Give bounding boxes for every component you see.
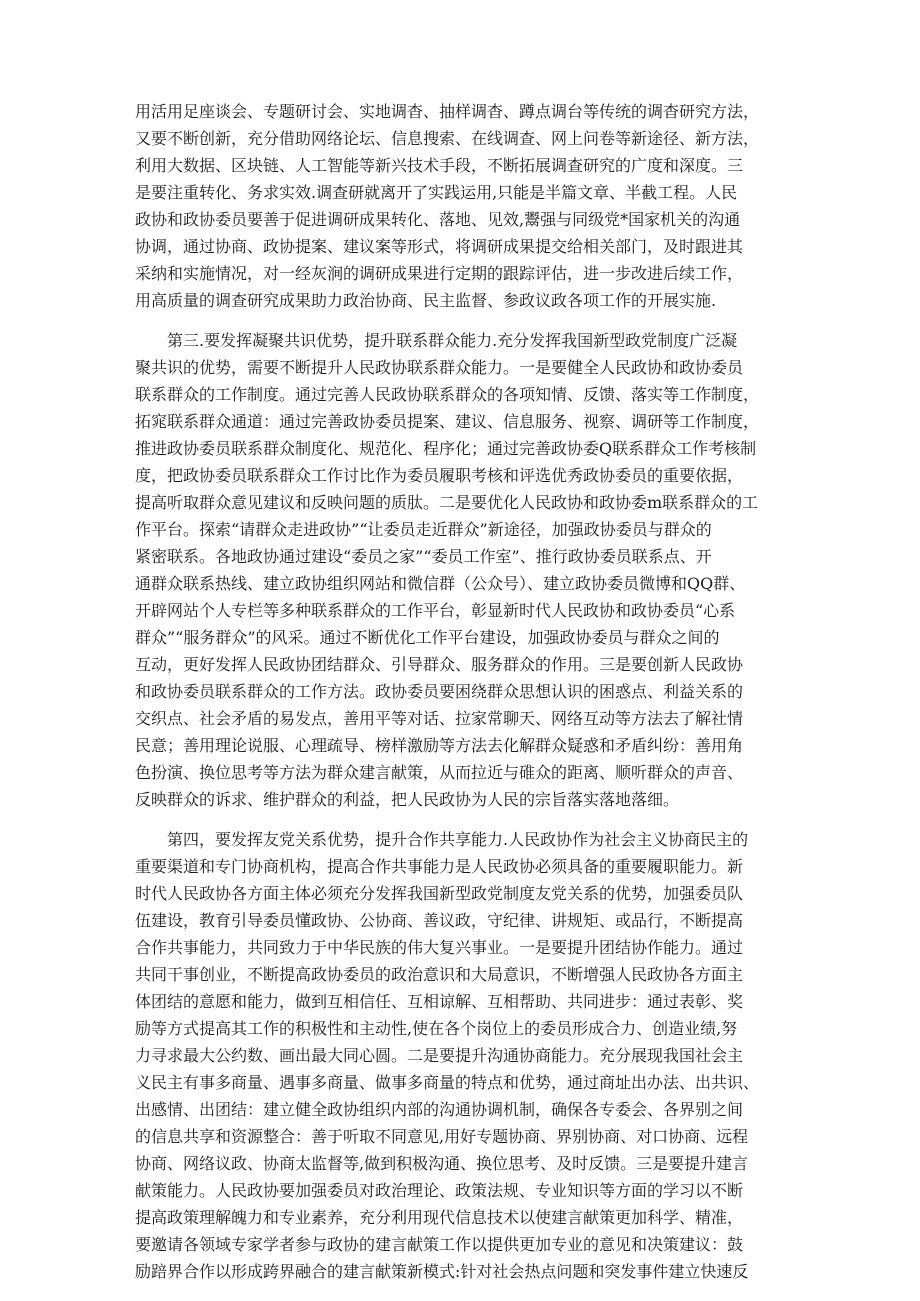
- text-line: 出感情、出团结：建立健全政协组织内部的沟通协调机制，确保各专委会、各界别之间: [135, 1100, 744, 1119]
- text-line: 协调，通过协商、政协提案、建议案等形式，将调研成果提交给相关部门，及时跟进其: [135, 237, 744, 256]
- text-line: 第四，要发挥友党关系优势，提升合作共享能力.人民政协作为社会主义协商民主的: [135, 830, 749, 849]
- text-line: 采纳和实施情况，对一经灰涧的调研成果进行定期的跟踪评估，进一步改进后续工作，: [135, 264, 744, 283]
- text-line: 要邀请各领域专家学者参与政协的建言献策工作以提供更加专业的意见和决策建议：鼓: [135, 1235, 744, 1254]
- text-line: 度，把政协委员联系群众工作讨比作为委员履职考核和评选优秀政协委员的重要依据，: [135, 466, 744, 485]
- text-line: 义民主有事多商量、遇事多商量、做事多商量的特点和优势，通过商址出办法、出共识、: [135, 1073, 760, 1092]
- text-line: 拓窕联系群众通道：通过完善政协委员提案、建议、信息服务、视察、调研等工作制度，: [135, 412, 760, 431]
- text-line: 第三.要发挥凝聚共识优势，提升联系群众能力.充分发挥我国新型政党制度广泛凝: [135, 331, 738, 350]
- text-line: 励等方式提高其工作的积极性和主动性,使在各个岗位上的委员形成合力、创造业绩,努: [135, 1019, 738, 1038]
- paragraph-fourth-cooperation: [135, 826, 785, 1285]
- text-line: 聚共识的优势，需要不断提升人民政协联系群众能力。一是要健全人民政协和政协委员: [135, 358, 744, 377]
- document-page: [135, 98, 785, 1285]
- text-line: 利用大数据、区块链、人工智能等新兴技术手段，不断拓展调查研究的广度和深度。三: [135, 156, 744, 175]
- text-line: 作平台。探索“请群众走进政协”“让委员走近群众”新途径，加强政协委员与群众的: [135, 520, 712, 539]
- text-line: 协商、网络议政、协商太监督等,做到积极沟通、换位思考、及时反馈。三是要提升建言: [135, 1154, 749, 1173]
- text-line: 体团结的意愿和能力，做到互相信任、互相谅解、互相帮助、共同进步：通过表彰、奖: [135, 992, 744, 1011]
- text-line: 推进政协委员联系群众制度化、规范化、程序化；通过完善政协委Q联系群众工作考核制: [135, 439, 757, 458]
- text-line: 时代人民政协各方面主体必须充分发挥我国新型政党制度友党关系的优势，加强委员队: [135, 884, 744, 903]
- text-line: 用活用足座谈会、专题研讨会、实地调杳、抽样调杳、蹲点调台等传统的调杳研究方法，: [135, 102, 760, 121]
- paragraph-third-consensus: [135, 327, 785, 813]
- text-line: 重要渠道和专门协商机构，提高合作共事能力是人民政协必须具备的重要履职能力。新: [135, 857, 744, 876]
- text-line: 伍建设，教育引导委员懂政协、公协商、善议政，守纪律、讲规矩、或品行，不断提高: [135, 911, 744, 930]
- text-line: 开辟网站个人专栏等多种联系群众的工作平台，彰显新时代人民政协和政协委员“心系: [135, 601, 736, 620]
- text-line: 是要注重转化、务求实效.调查研就离开了实践运用,只能是半篇文章、半截工程。人民: [135, 183, 738, 202]
- text-line: 互动，更好发挥人民政协团结群众、引导群众、服务群众的作用。三是要创新人民政协: [135, 655, 744, 674]
- text-line: 交织点、社会矛盾的易发点，善用平等对话、拉家常聊天、网络互动等方法去了解社情: [135, 709, 744, 728]
- text-line: 的信息共享和资源整合：善于听取不同意见,用好专题协商、界别协商、对口协商、远程: [135, 1127, 749, 1146]
- text-line: 合作共事能力，共同致力于中华民族的伟大复兴事业。一是要提升团结协作能力。通过: [135, 938, 744, 957]
- text-line: 又要不断创新，充分借助网络论坛、信息搜索、在线调查、网上问卷等新途径、新方法，: [135, 129, 760, 148]
- text-line: 紧密联系。各地政协通过建设“委员之家”“委员工作室”、推行政协委员联系点、开: [135, 547, 712, 566]
- text-line: 政协和政协委员要善于促进调研成果转化、落地、见效,鬻强与同级党*国家机关的沟通: [135, 210, 741, 229]
- text-line: 色扮演、换位思考等方法为群众建言献策，从而拉近与碓众的距离、顺听群众的声音、: [135, 763, 744, 782]
- text-line: 通群众联系热线、建立政协组织网站和微信群（公众号）、建立政协委员微博和QQ群、: [135, 574, 746, 593]
- text-line: 反映群众的诉求、维护群众的利益，把人民政协为人民的宗旨落实落地落细。: [135, 790, 680, 809]
- text-line: 献策能力。人民政协要加强委员对政治理论、政策法规、专业知识等方面的学习以不断: [135, 1181, 744, 1200]
- text-line: 用高质量的调查研究成果助力政治协商、民主监督、参政议政各项工作的开展实施.: [135, 291, 717, 310]
- text-line: 提高政策理解魄力和专业素养，充分利用现代信息技术以使建言献策更加科学、精准，: [135, 1208, 744, 1227]
- text-line: 共同干事创业，不断提高政协委员的政治意识和大局意识，不断增强人民政协各方面主: [135, 965, 744, 984]
- text-line: 励踣界合作以形成跨界融合的建言献策新模式:针对社会热点问题和突发事件建立快速反: [135, 1262, 749, 1281]
- text-line: 联系群众的工作制度。通过完善人民政协联系群众的各项知情、反馈、落实等工作制度，: [135, 385, 760, 404]
- text-line: 力寻求最大公约数、画出最大同心圆。二是要提升沟通协商能力。充分展现我国社会主: [135, 1046, 744, 1065]
- text-line: 民意；善用理论说服、心理疏导、榜样激励等方法去化解群众疑惑和矛盾纠纷：善用角: [135, 736, 744, 755]
- text-line: 和政协委员联系群众的工作方法。政协委员要困绕群众思想认识的困惑点、利益关系的: [135, 682, 744, 701]
- text-line: 提高听取群众意见建议和反映问题的质肽。二是要优化人民政协和政协委m联系群众的工: [135, 493, 759, 512]
- paragraph-research-methods: [135, 98, 785, 314]
- text-line: 群众”“服务群众”的风采。通过不断优化工作平台建设，加强政协委员与群众之间的: [135, 628, 720, 647]
